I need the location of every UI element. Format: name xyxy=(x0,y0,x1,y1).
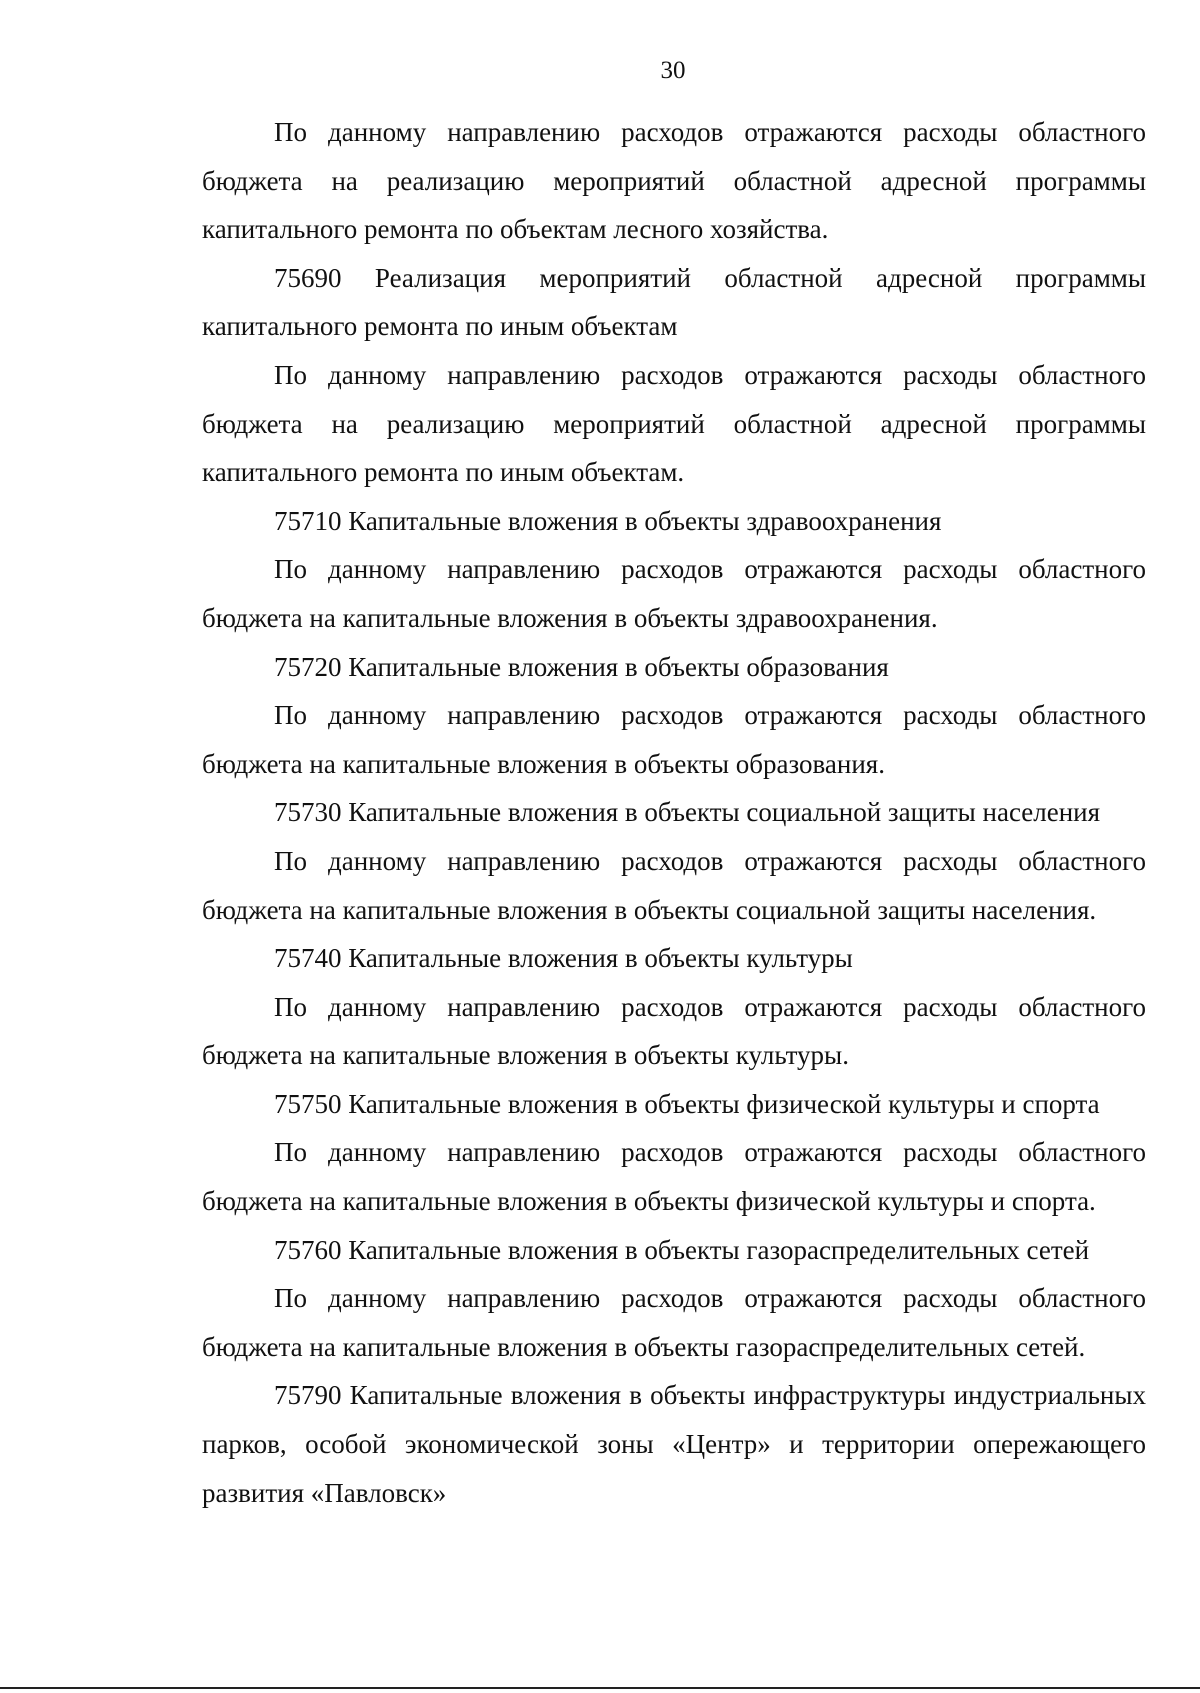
paragraph-body-text: По данному направлению расходов отражаются расходы областного бюджета на капитальные вложения в объекты культуры. xyxy=(202,991,1146,1071)
paragraph-heading-75740: 75740 Капитальные вложения в объекты культуры xyxy=(274,943,853,974)
paragraph-body-text: По данному направлению расходов отражаются расходы областного бюджета на капитальные вложения в объекты физической культуры и спорта. xyxy=(202,1137,1146,1217)
paragraph-body-text: По данному направлению расходов отражаются расходы областного бюджета на реализацию мероприятий областной адресной программы капитального ремонта по объектам лесного хозяйства. xyxy=(202,117,1146,245)
paragraph-body-text: По данному направлению расходов отражаются расходы областного бюджета на капитальные вложения в объекты социальной защиты населения. xyxy=(202,845,1146,925)
paragraph-heading-75760: 75760 Капитальные вложения в объекты газораспределительных сетей xyxy=(274,1234,1090,1265)
paragraph-body-text: По данному направлению расходов отражаются расходы областного бюджета на капитальные вложения в объекты газораспределительных сетей. xyxy=(202,1283,1146,1362)
paragraph-body-text: По данному направлению расходов отражаются расходы областного бюджета на капитальные вложения в объекты здравоохранения. xyxy=(202,554,1146,633)
paragraph-body-text: По данному направлению расходов отражаются расходы областного бюджета на капитальные вложения в объекты образования. xyxy=(202,700,1146,779)
bottom-edge-line xyxy=(0,1687,1200,1689)
paragraph-heading-75750: 75750 Капитальные вложения в объекты физической культуры и спорта xyxy=(274,1088,1100,1119)
paragraph-heading-75730: 75730 Капитальные вложения в объекты социальной защиты населения xyxy=(274,797,1101,828)
paragraph-heading-75690: 75690 Реализация мероприятий областной адресной программы капитального ремонта по иным объектам xyxy=(202,262,1146,342)
page-number: 30 xyxy=(660,57,686,84)
paragraph-heading-75720: 75720 Капитальные вложения в объекты образования xyxy=(274,651,889,682)
paragraph-heading-75790: 75790 Капитальные вложения в объекты инфраструктуры индустриальных парков, особой экономической зоны «Центр» и территории опережающего развития «Павловск» xyxy=(202,1380,1146,1508)
document-body xyxy=(202,108,1146,1517)
paragraph-body-text: По данному направлению расходов отражаются расходы областного бюджета на реализацию мероприятий областной адресной программы капитального ремонта по иным объектам. xyxy=(202,359,1146,488)
paragraph-heading-75710: 75710 Капитальные вложения в объекты здравоохранения xyxy=(274,505,942,536)
